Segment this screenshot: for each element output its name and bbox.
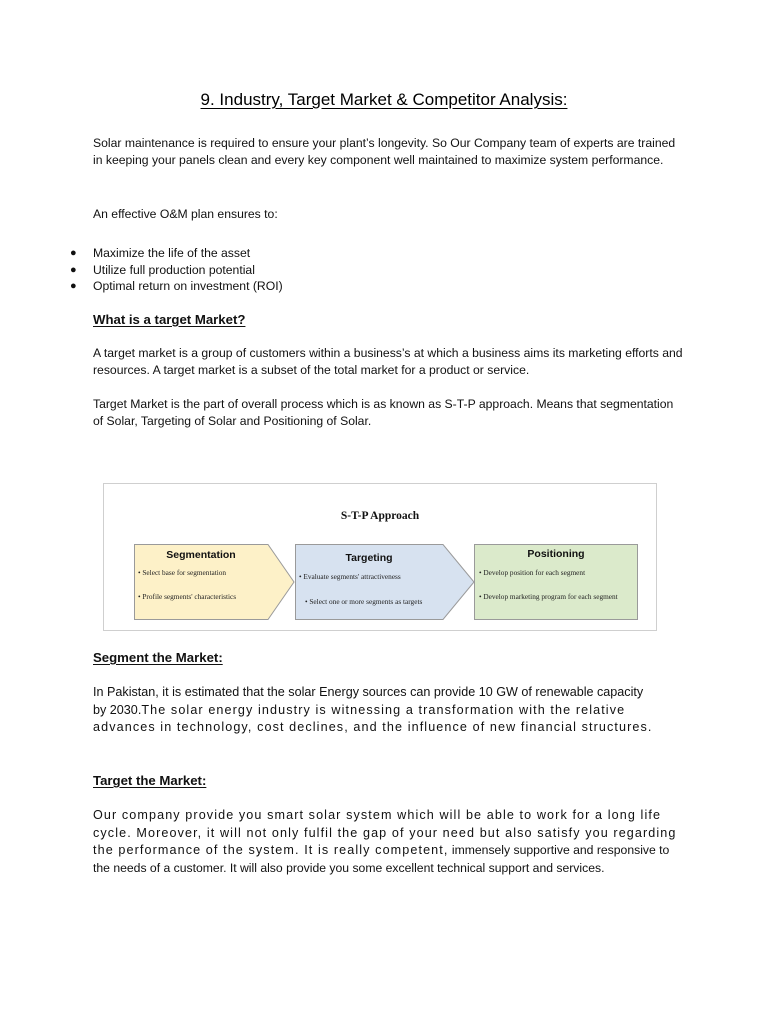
segment-market-heading: Segment the Market:: [93, 650, 223, 665]
stp-explanation: Target Market is the part of overall process which is as known as S-T-P approach. Means that segmentation of Solar, Targeting of Solar and Positioning of Solar.: [93, 397, 674, 428]
bullet-dot-icon: ●: [70, 280, 77, 292]
intro-paragraph: Solar maintenance is required to ensure your plant’s longevity. So Our Company team of experts are trained in keeping your panels clean and every key component well maintained to maximize system performance.: [93, 136, 676, 167]
stp-approach-diagram: [103, 483, 657, 631]
diagram-title: S-T-P Approach: [340, 510, 420, 522]
bullet-dot-icon: ●: [70, 247, 77, 259]
positioning-box: [474, 544, 638, 620]
segment-market-paragraph: In Pakistan, it is estimated that the solar Energy sources can provide 10 GW of renewable capacity by 2030.The solar energy industry is witnessing a transformation with the relative advances in technology, cost declines, and the influence of new financial structures.: [93, 685, 653, 734]
positioning-title: Positioning: [527, 548, 585, 560]
positioning-item: • Develop marketing program for each segment: [479, 592, 618, 601]
targeting-item: • Evaluate segments' attractiveness: [299, 572, 401, 581]
targeting-item: • Select one or more segments as targets: [305, 597, 423, 606]
targeting-title: Targeting: [345, 552, 393, 564]
target-market-heading: Target the Market:: [93, 773, 207, 788]
om-bullet-list: [70, 245, 283, 295]
targeting-box: [295, 544, 475, 620]
target-market-question-heading: What is a target Market?: [93, 312, 246, 327]
bullet-item: ● Utilize full production potential: [70, 262, 255, 277]
segmentation-title: Segmentation: [166, 549, 236, 561]
page-title: 9. Industry, Target Market & Competitor Analysis:: [200, 90, 568, 109]
target-market-paragraph: Our company provide you smart solar system which will be able to work for a long life cycle. Moreover, it will not only fulfil the gap of your need but also satisfy you regarding the performance of the system. It is really competent, immensely supportive and responsive to the needs of a customer. It will also provide you some excellent technical support and services.: [93, 808, 677, 875]
segmentation-box: [134, 544, 268, 620]
positioning-item: • Develop position for each segment: [479, 568, 586, 577]
segmentation-item: • Select base for segmentation: [138, 568, 227, 577]
bullet-item: ● Optimal return on investment (ROI): [70, 279, 283, 293]
target-market-definition: A target market is a group of customers within a business’s at which a business aims its marketing efforts and resources. A target market is a subset of the total market for a product or service.: [93, 346, 683, 377]
segmentation-item: • Profile segments' characteristics: [138, 592, 237, 601]
om-plan-intro: An effective O&M plan ensures to:: [93, 207, 278, 221]
bullet-dot-icon: ●: [70, 263, 77, 276]
bullet-item: ● Maximize the life of the asset: [70, 246, 251, 260]
